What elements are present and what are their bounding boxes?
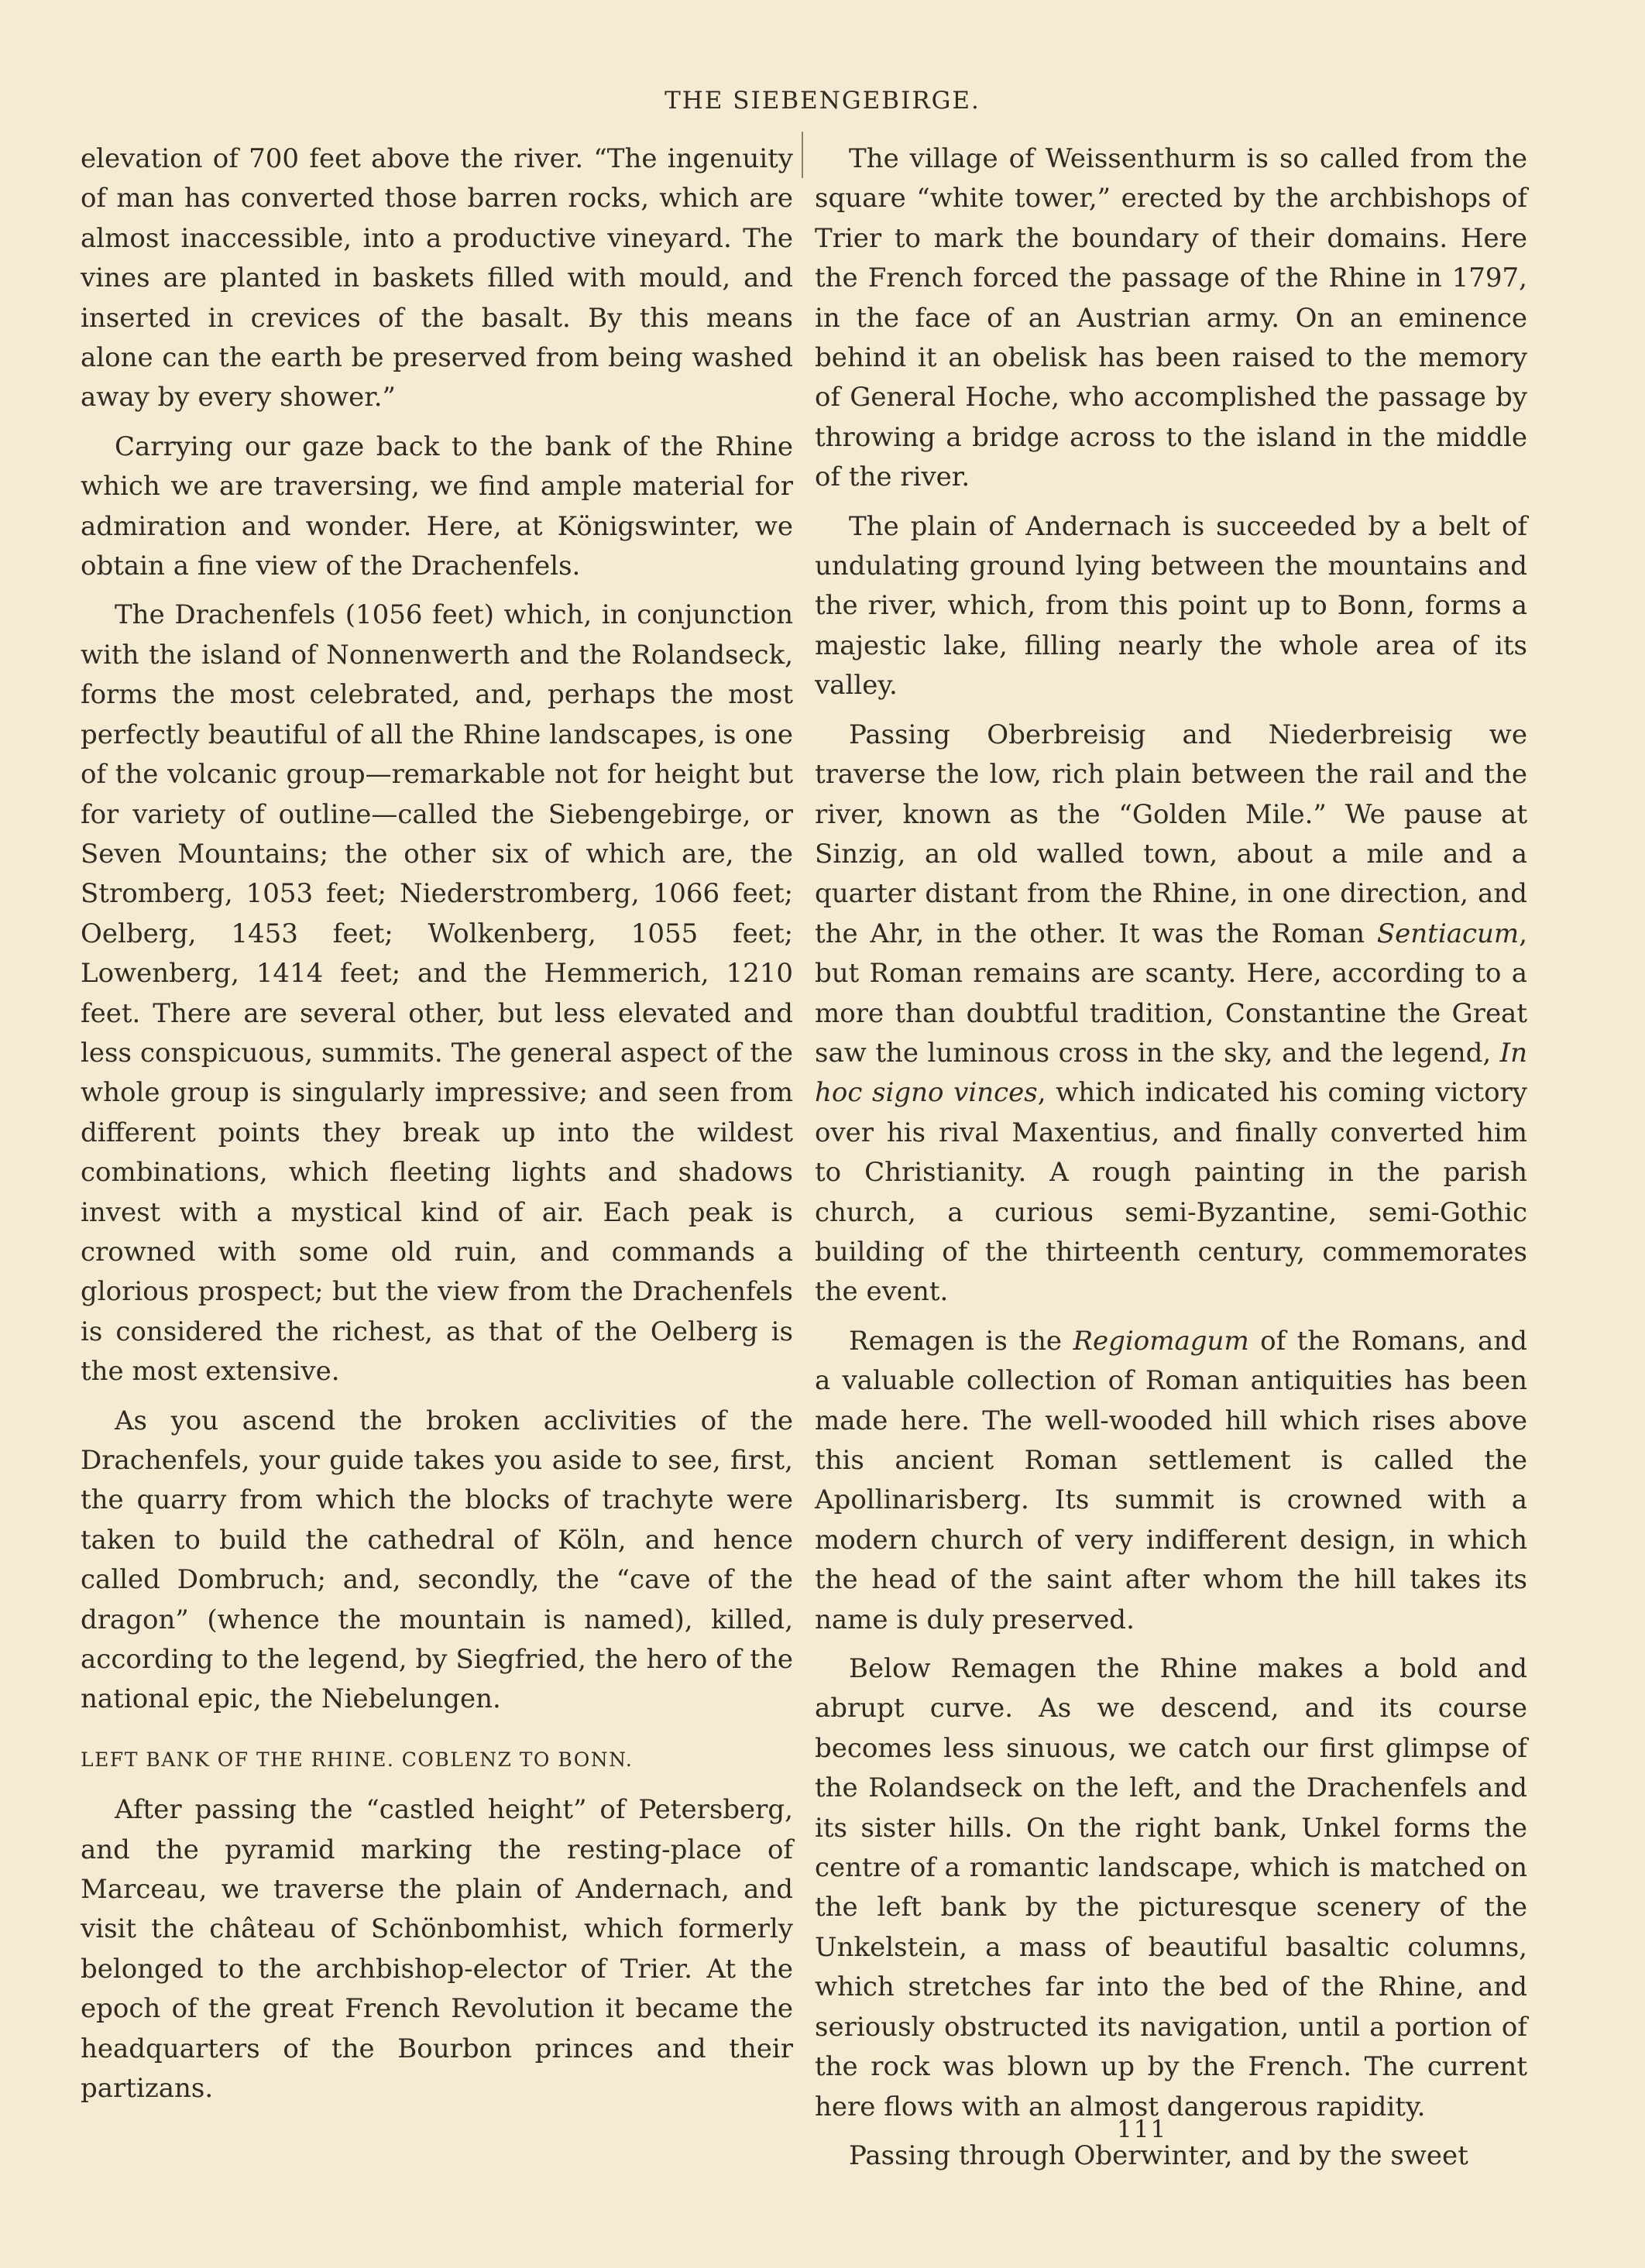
paragraph xyxy=(815,715,1527,1312)
left-column xyxy=(81,139,793,2119)
paragraph xyxy=(815,1322,1527,1640)
paragraph: Carrying our gaze back to the bank of the Rhine which we are traversing, we find ample material for admiration and wonder. Here, at Königswinter, we obtain a fine view of the Drachenfels. xyxy=(81,431,793,582)
paragraph: Passing through Oberwinter, and by the sweet xyxy=(849,2139,1468,2171)
text-run: Passing Oberbreisig and Niederbreisig we traverse the low, rich plain between the rail and the river, known as the “Golden Mile.” We pause at Sinzig, an old walled town, about a mile and a quarter distant from the Rhine, in one direction, and the Ahr, in the other. It was the Roman xyxy=(815,719,1527,949)
right-column xyxy=(815,139,1527,2185)
text-run: Remagen is the xyxy=(849,1325,1073,1357)
paragraph: The plain of Andernach is succeeded by a belt of undulating ground lying between the mountains and the river, which, from this point up to Bonn, forms a majestic lake, filling nearly the whole area of its valley. xyxy=(815,510,1527,702)
italic-term: Sentiacum xyxy=(1376,918,1520,949)
text-run: of the Romans, and a valuable collection of Roman antiquities has been made here. The well-wooded hill which rises above this ancient Roman settlement is called the Apollinarisberg. Its summit is crowned with a modern church of very indifferent design, in which the head of the saint after whom the hill takes its name is duly preserved. xyxy=(815,1325,1527,1635)
paragraph: Below Remagen the Rhine makes a bold and abrupt curve. As we descend, and its course becomes less sinuous, we catch our first glimpse of the Rolandseck on the left, and the Drachenfels and its sister hills. On the right bank, Unkel forms the centre of a romantic landscape, which is matched on the left bank by the picturesque scenery of the Unkelstein, a mass of beautiful basaltic columns, which stretches far into the bed of the Rhine, and seriously obstructed its navigation, until a portion of the rock was blown up by the French. The current here flows with an almost dangerous rapidity. xyxy=(815,1653,1527,2122)
running-head: THE SIEBENGEBIRGE. xyxy=(665,87,980,115)
paragraph: The village of Weissenthurm is so called from the square “white tower,” erected by the archbishops of Trier to mark the boundary of their domains. Here the French forced the passage of the Rhine in 1797, in the face of an Austrian army. On an eminence behind it an obelisk has been raised to the memory of General Hoche, who accomplished the passage by throwing a bridge across to the island in the middle of the river. xyxy=(815,143,1527,493)
column-rule xyxy=(802,132,803,178)
text-run: , but Roman remains are scanty. Here, according to a more than doubtful tradition, Constantine the Great saw the luminous cross in the sky, and the legend, xyxy=(815,918,1527,1069)
paragraph: The Drachenfels (1056 feet) which, in conjunction with the island of Nonnenwerth and the Rolandseck, forms the most celebrated, and, perhaps the most perfectly beautiful of all the Rhine landscapes, is one of the volcanic group—remarkable not for height but for variety of outline—called the Siebengebirge, or Seven Mountains; the other six of which are, the Stromberg, 1053 feet; Niederstromberg, 1066 feet; Oelberg, 1453 feet; Wolkenberg, 1055 feet; Lowenberg, 1414 feet; and the Hemmerich, 1210 feet. There are several other, but less elevated and less conspicuous, summits. The general aspect of the whole group is singularly impressive; and seen from different points they break up into the wildest combinations, which fleeting lights and shadows invest with a mystical kind of air. Each peak is crowned with some old ruin, and commands a glorious prospect; but the view from the Drachenfels is considered the richest, as that of the Oelberg is the most extensive. xyxy=(81,599,793,1388)
paragraph: After passing the “castled height” of Petersberg, and the pyramid marking the resting-place of Marceau, we traverse the plain of Andernach, and visit the château of Schönbomhist, which formerly belonged to the archbishop-elector of Trier. At the epoch of the great French Revolution it became the headquarters of the Bourbon princes and their partizans. xyxy=(81,1794,793,2105)
text-run: , which indicated his coming victory over his rival Maxentius, and finally converted him to Christianity. A rough painting in the parish church, a curious semi-Byzantine, semi-Gothic building of the thirteenth century, commemorates the event. xyxy=(815,1077,1527,1308)
italic-term: Regiomagum xyxy=(1073,1325,1249,1357)
italic-term: In hoc signo vinces xyxy=(815,1037,1527,1109)
paragraph: elevation of 700 feet above the river. “The ingenuity of man has converted those barren rocks, which are almost inaccessible, into a productive vineyard. The vines are planted in baskets filled with mould, and inserted in crevices of the basalt. By this means alone can the earth be preserved from being washed away by every shower.” xyxy=(81,143,793,413)
section-subhead: LEFT BANK OF THE RHINE. COBLENZ TO BONN. xyxy=(81,1748,634,1771)
paragraph: As you ascend the broken acclivities of the Drachenfels, your guide takes you aside to see, first, the quarry from which the blocks of trachyte were taken to build the cathedral of Köln, and hence called Dombruch; and, secondly, the “cave of the dragon” (whence the mountain is named), killed, according to the legend, by Siegfried, the hero of the national epic, the Niebelungen. xyxy=(81,1405,793,1715)
page-number: 111 xyxy=(1117,2115,1168,2143)
